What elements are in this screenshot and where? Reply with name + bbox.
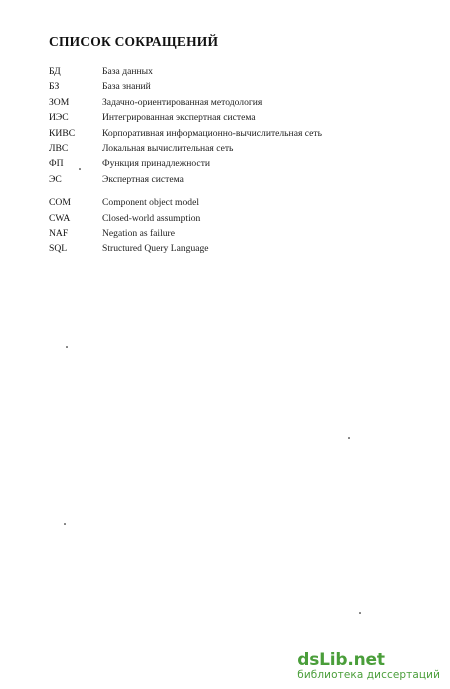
abbreviation-term: ЭС: [49, 173, 62, 185]
abbreviation-definition: Component object model: [102, 197, 199, 209]
page-title: СПИСОК СОКРАЩЕНИЙ: [49, 34, 219, 49]
abbreviation-term: КИВС: [49, 127, 76, 139]
list-item: [49, 64, 389, 79]
abbreviation-term: ФП: [49, 158, 64, 170]
list-item: [49, 126, 389, 141]
watermark-logo: [297, 651, 440, 669]
site-watermark: [297, 651, 440, 681]
list-item: [49, 241, 389, 256]
watermark-logo-tld: net: [353, 650, 385, 670]
list-item: [49, 211, 389, 226]
abbreviation-definition: Интегрированная экспертная система: [102, 112, 256, 124]
watermark-logo-dot: .: [347, 650, 354, 670]
scan-speck: [64, 523, 66, 525]
list-item: [49, 95, 389, 110]
abbreviation-definition: Корпоративная информационно-вычислительная сеть: [102, 127, 322, 139]
list-item: [49, 141, 389, 156]
abbreviation-term: NAF: [49, 227, 69, 239]
abbreviation-term: ЗОМ: [49, 96, 70, 108]
section-gap: [49, 187, 389, 195]
abbreviation-term: COM: [49, 197, 71, 209]
abbreviation-definition: Функция принадлежности: [102, 158, 211, 170]
scan-speck: [359, 612, 361, 614]
list-item: [49, 110, 389, 125]
abbreviation-definition: База данных: [102, 66, 153, 77]
watermark-logo-main: dsLib: [297, 650, 348, 670]
abbreviation-definition: Closed-world assumption: [102, 212, 201, 224]
abbreviation-definition: Экспертная система: [102, 173, 184, 185]
abbreviation-definition: База знаний: [102, 81, 151, 93]
list-item: [49, 156, 389, 171]
abbreviation-definition: Локальная вычислительная сеть: [102, 142, 234, 154]
abbreviation-term: CWA: [49, 212, 71, 224]
scan-speck: [79, 168, 81, 170]
abbreviation-term: БД: [49, 66, 61, 77]
list-item: [49, 195, 389, 210]
abbreviation-definition: Задачно-ориентированная методология: [102, 96, 263, 108]
abbreviation-definition: Structured Query Language: [102, 243, 209, 255]
abbreviation-term: ИЭС: [49, 112, 69, 124]
scan-speck: [348, 437, 350, 439]
list-item: [49, 79, 389, 94]
abbreviation-term: ЛВС: [49, 142, 69, 154]
list-item: [49, 172, 389, 187]
scan-speck: [66, 346, 68, 348]
watermark-subtitle: библиотека диссертаций: [297, 669, 440, 681]
abbreviation-list: [49, 64, 389, 257]
list-item: [49, 226, 389, 241]
abbreviation-term: БЗ: [49, 81, 60, 93]
abbreviation-term: SQL: [49, 243, 68, 255]
abbreviation-definition: Negation as failure: [102, 227, 175, 239]
